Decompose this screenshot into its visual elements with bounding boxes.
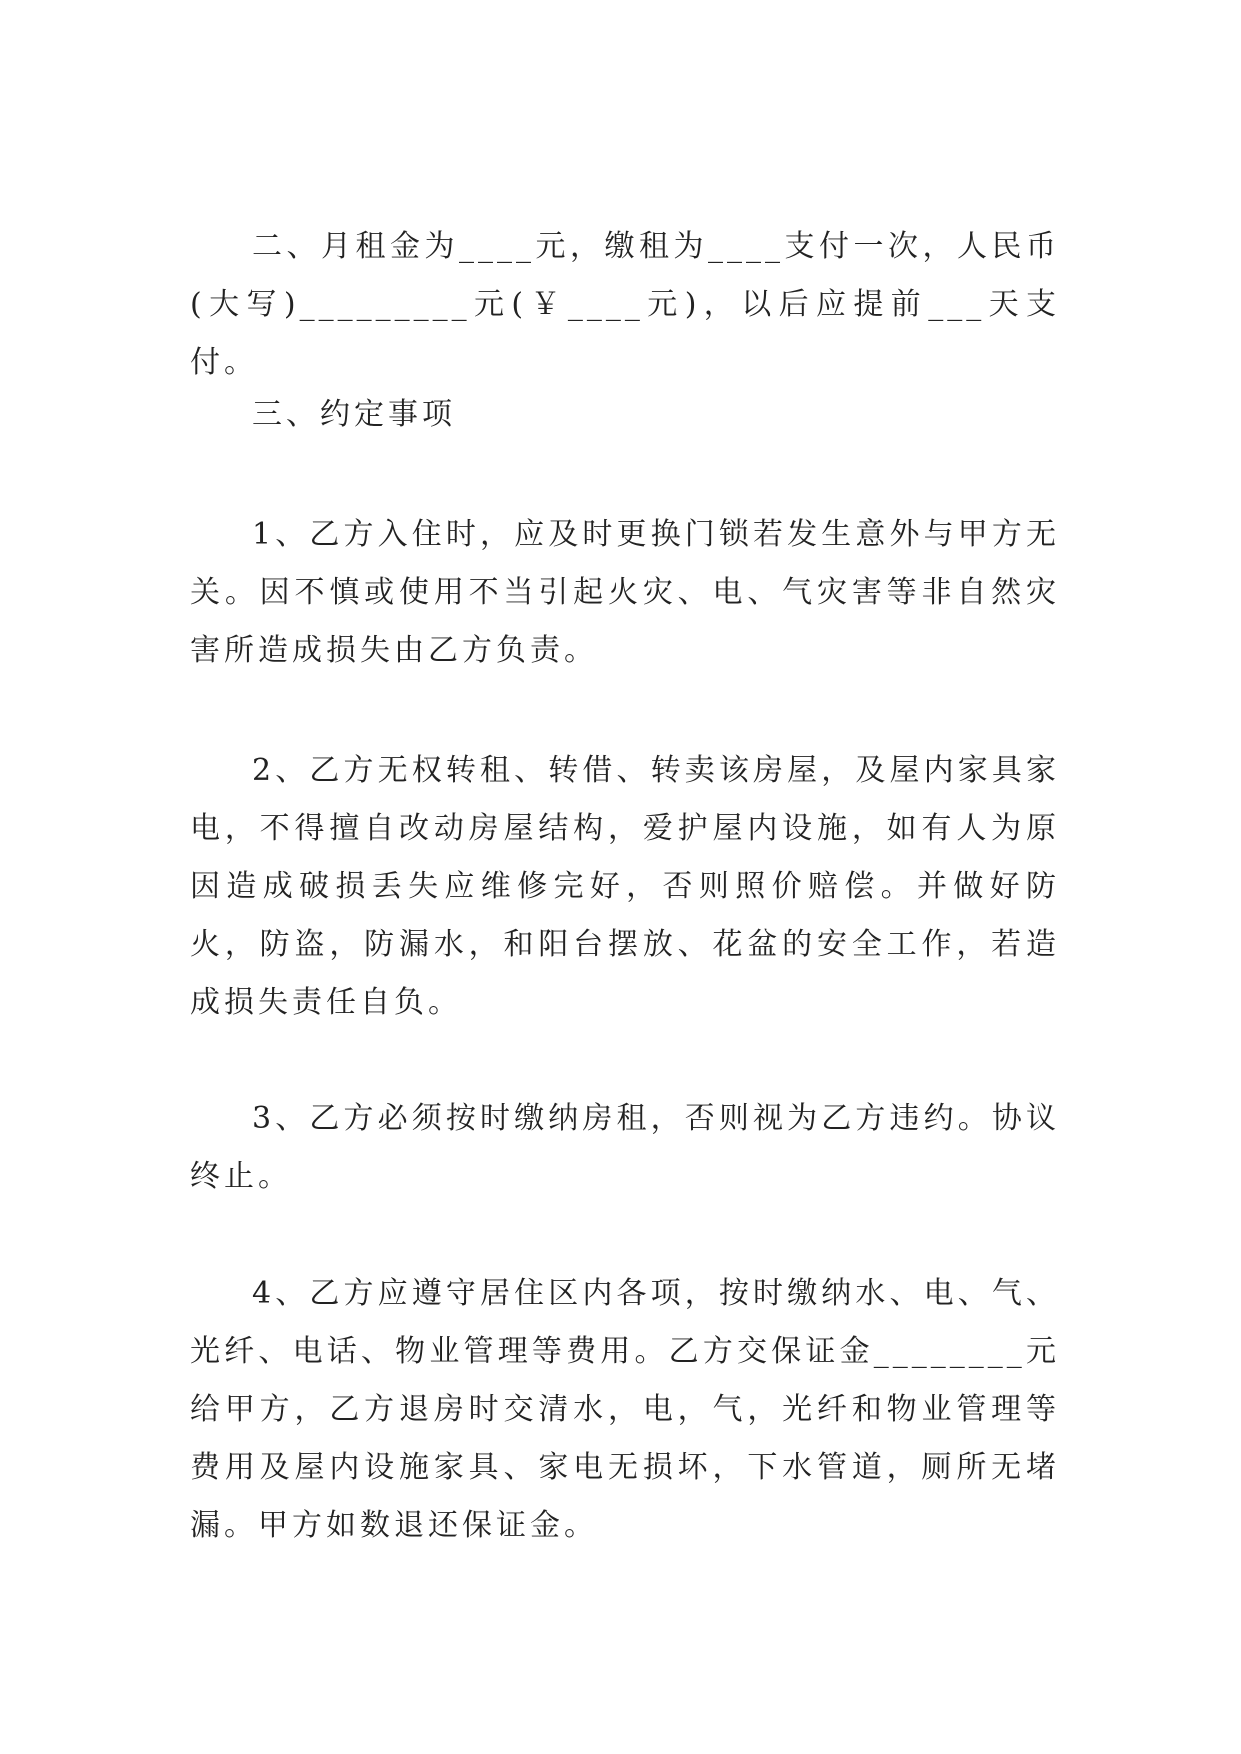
clause-3: 3、乙方必须按时缴纳房租，否则视为乙方违约。协议终止。: [190, 1101, 1060, 1194]
section-heading-agreed-matters: 三、约定事项: [252, 397, 456, 432]
clause-1: 1、乙方入住时，应及时更换门锁若发生意外与甲方无关。因不慎或使用不当引起火灾、电、气灾害等非自然灾害所造成损失由乙方负责。: [190, 517, 1060, 668]
paragraph-rent-terms: 二、月租金为____元，缴租为____支付一次，人民币(大写)_________元(￥____元)，以后应提前___天支付。: [190, 229, 1060, 380]
clause-2: 2、乙方无权转租、转借、转卖该房屋，及屋内家具家电，不得擅自改动房屋结构，爱护屋内设施，如有人为原因造成破损丢失应维修完好，否则照价赔偿。并做好防火，防盗，防漏水，和阳台摆放、花盆的安全工作，若造成损失责任自负。: [190, 753, 1060, 1020]
clause-4: 4、乙方应遵守居住区内各项，按时缴纳水、电、气、光纤、电话、物业管理等费用。乙方交保证金________元给甲方，乙方退房时交清水，电，气，光纤和物业管理等费用及屋内设施家具、家电无损坏，下水管道，厕所无堵漏。甲方如数退还保证金。: [190, 1276, 1060, 1543]
